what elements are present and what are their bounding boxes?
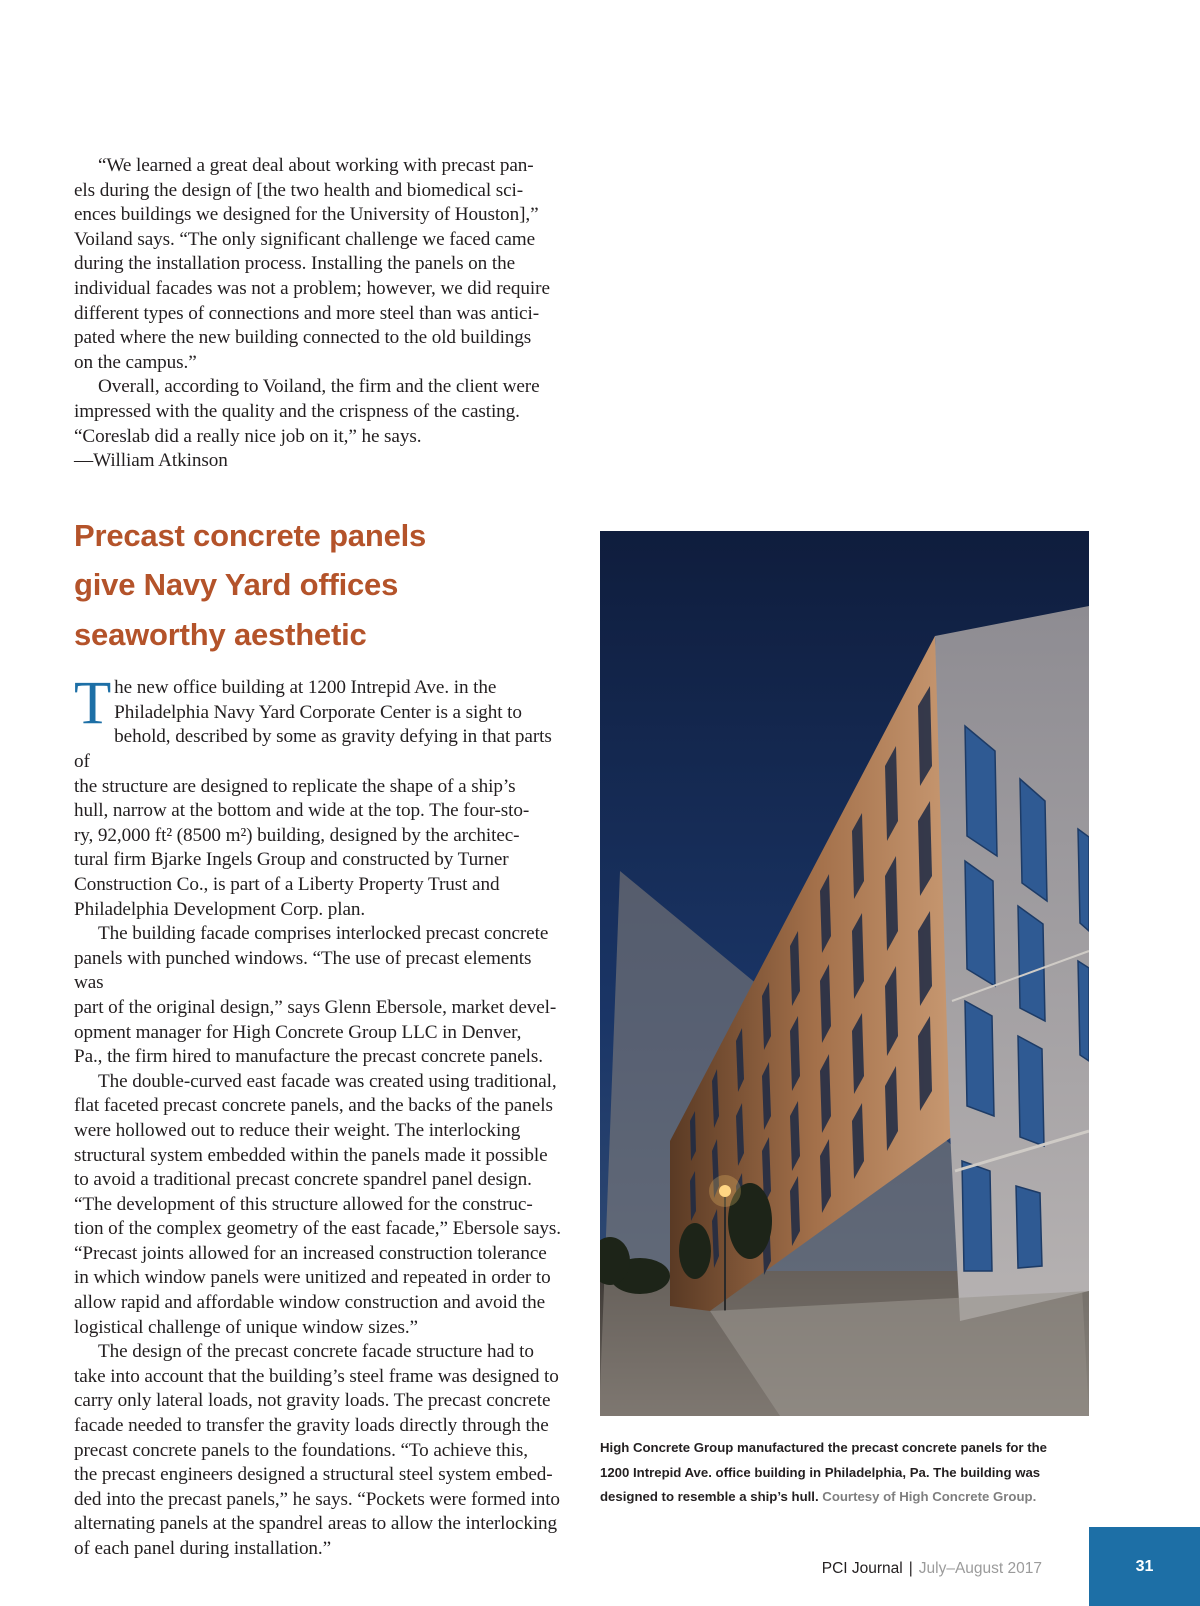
- text-line: carry only lateral loads, not gravity loads. The precast concrete: [74, 1390, 551, 1412]
- text-line: ry, 92,000 ft² (8500 m²) building, designed by the architec-: [74, 824, 520, 846]
- text-line: in which window panels were unitized and repeated in order to: [74, 1267, 551, 1289]
- text-line: “We learned a great deal about working with precast pan-: [98, 155, 534, 176]
- text-line: the structure are designed to replicate the shape of a ship’s: [74, 775, 516, 797]
- text-line: precast concrete panels to the foundations. “To achieve this,: [74, 1439, 528, 1461]
- text-line: opment manager for High Concrete Group LLC in Denver,: [74, 1021, 522, 1043]
- text-line: panels with punched windows. “The use of precast elements was: [74, 947, 532, 994]
- text-line: Precast concrete panels: [74, 517, 427, 553]
- text-line: Philadelphia Navy Yard Corporate Center is a sight to: [114, 701, 522, 723]
- article-paragraph-4: [74, 1340, 564, 1561]
- article-paragraph-1: [74, 670, 564, 922]
- text-line: ences buildings we designed for the University of Houston],”: [74, 204, 539, 226]
- text-line: give Navy Yard offices: [74, 567, 399, 603]
- text-line: pated where the new building connected to the old buildings: [74, 327, 532, 349]
- article-paragraph-2: [74, 922, 564, 1070]
- text-line: “The development of this structure allowed for the construc-: [74, 1193, 533, 1215]
- text-line: behold, described by some as gravity defying in that parts of: [74, 726, 552, 772]
- photo-caption: [600, 1436, 1095, 1510]
- text-line: Construction Co., is part of a Liberty Property Trust and: [74, 873, 500, 895]
- text-line: individual facades was not a problem; however, we did require: [74, 277, 550, 299]
- text-line: The design of the precast concrete facade structure had to: [98, 1341, 534, 1363]
- text-line: part of the original design,” says Glenn Ebersole, market devel-: [74, 996, 557, 1018]
- previous-article-paragraph-1: [74, 154, 564, 375]
- text-line: different types of connections and more steel than was antici-: [74, 302, 539, 324]
- text-line: ded into the precast panels,” he says. “Pockets were formed into: [74, 1488, 560, 1510]
- text-line: 1200 Intrepid Ave. office building in Philadelphia, Pa. The building was: [600, 1464, 1041, 1480]
- text-line: hull, narrow at the bottom and wide at the top. The four-sto-: [74, 800, 530, 822]
- text-line: “Precast joints allowed for an increased construction tolerance: [74, 1242, 547, 1264]
- author-signature: —William Atkinson: [74, 450, 228, 472]
- text-line: impressed with the quality and the crispness of the casting.: [74, 400, 520, 422]
- text-line: High Concrete Group manufactured the precast concrete panels for the: [600, 1440, 1047, 1455]
- page-number: 31: [1135, 1558, 1154, 1575]
- text-line: els during the design of [the two health and biomedical sci-: [74, 179, 524, 201]
- text-line: designed to resemble a ship’s hull.: [600, 1489, 819, 1505]
- text-line: flat faceted precast concrete panels, and the backs of the panels: [74, 1095, 553, 1117]
- text-line: Overall, according to Voiland, the firm and the client were: [98, 376, 540, 398]
- text-line: Philadelphia Development Corp. plan.: [74, 898, 366, 920]
- text-line: allow rapid and affordable window construction and avoid the: [74, 1292, 546, 1314]
- text-line: the precast engineers designed a structural steel system embed-: [74, 1464, 553, 1486]
- article-paragraph-3: [74, 1070, 564, 1341]
- text-line: were hollowed out to reduce their weight. The interlocking: [74, 1119, 521, 1141]
- building-photo: [600, 531, 1089, 1416]
- text-line: logistical challenge of unique window sizes.”: [74, 1316, 418, 1338]
- text-line: alternating panels at the spandrel areas to allow the interlocking: [74, 1513, 558, 1535]
- text-line: tion of the complex geometry of the east facade,” Ebersole says.: [74, 1218, 561, 1240]
- text-line: he new office building at 1200 Intrepid Ave. in the: [114, 677, 497, 699]
- text-line: during the installation process. Installing the panels on the: [74, 253, 515, 275]
- issue-date: July–August 2017: [918, 1560, 1042, 1577]
- text-line: Pa., the firm hired to manufacture the precast concrete panels.: [74, 1046, 543, 1068]
- text-line: on the campus.”: [74, 351, 197, 373]
- text-line: The building facade comprises interlocked precast concrete: [98, 923, 549, 945]
- text-line: The double-curved east facade was created using traditional,: [98, 1070, 557, 1092]
- drop-cap: T: [74, 670, 112, 738]
- previous-article-paragraph-2: [74, 375, 564, 449]
- journal-name: PCI Journal: [821, 1560, 903, 1577]
- page-footer: [822, 1560, 1042, 1578]
- text-line: to avoid a traditional precast concrete spandrel panel design.: [74, 1169, 532, 1191]
- text-line: take into account that the building’s steel frame was designed to: [74, 1365, 559, 1387]
- left-column: [74, 154, 564, 1562]
- footer-separator: |: [908, 1560, 913, 1577]
- paragraph-1-text: [74, 670, 552, 920]
- photo-credit: Courtesy of High Concrete Group.: [822, 1489, 1037, 1505]
- text-line: facade needed to transfer the gravity loads directly through the: [74, 1415, 549, 1437]
- article-headline: [74, 511, 564, 660]
- text-line: of each panel during installation.”: [74, 1538, 332, 1559]
- text-line: Voiland says. “The only significant challenge we faced came: [74, 228, 535, 250]
- building-photo-illustration: [600, 531, 1089, 1416]
- text-line: structural system embedded within the panels made it possible: [74, 1144, 548, 1166]
- text-line: tural firm Bjarke Ingels Group and constructed by Turner: [74, 849, 509, 871]
- page-number-box: [1089, 1527, 1200, 1606]
- text-line: seaworthy aesthetic: [74, 616, 367, 652]
- text-line: “Coreslab did a really nice job on it,” he says.: [74, 425, 422, 447]
